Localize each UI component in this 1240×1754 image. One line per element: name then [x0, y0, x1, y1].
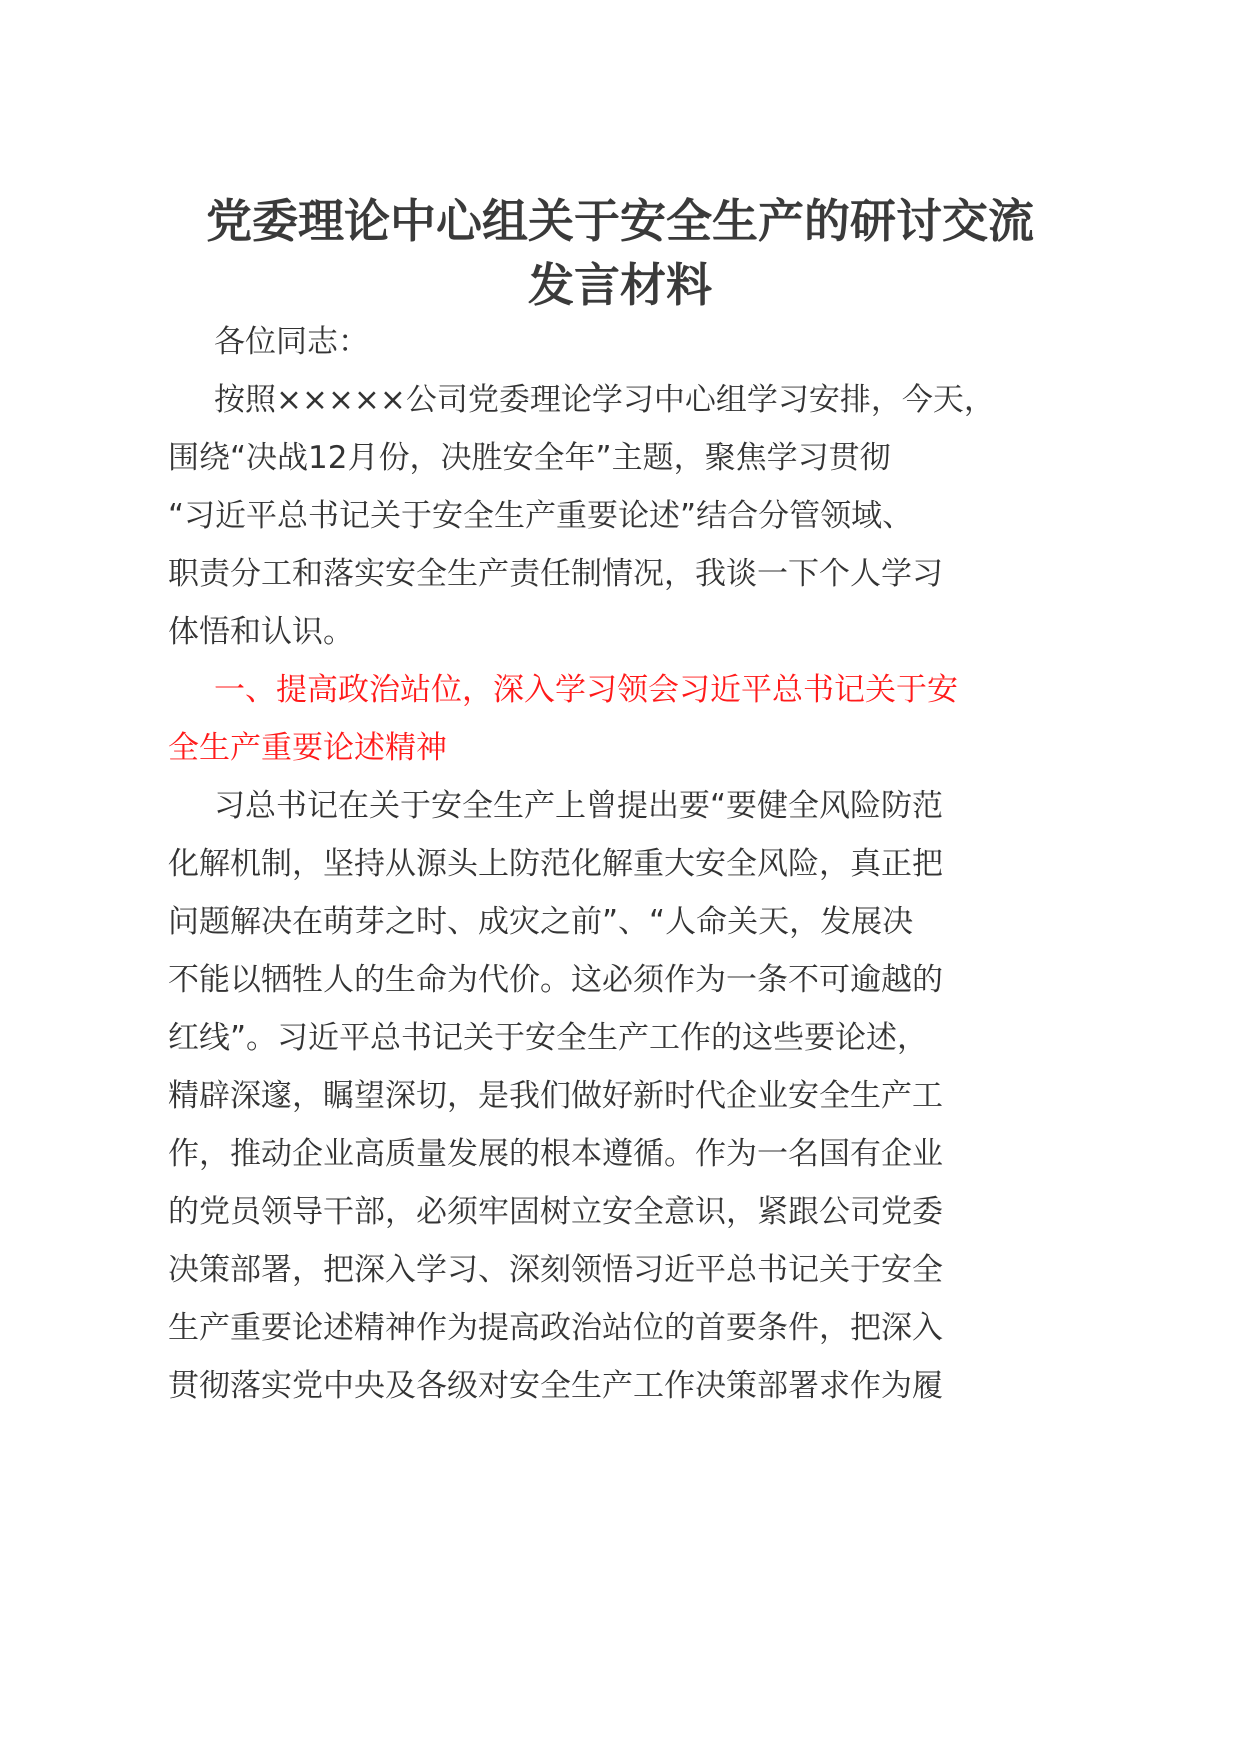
section-heading-line-2: 全生产重要论述精神: [168, 730, 447, 766]
body-line-11: 贯彻落实党中央及各级对安全生产工作决策部署求作为履: [168, 1368, 943, 1404]
body-line-1: 习总书记在关于安全生产上曾提出要“要健全风险防范: [214, 788, 944, 824]
body-line-4: 不能以牺牲人的生命为代价。这必须作为一条不可逾越的: [168, 962, 943, 998]
body-line-3: 问题解决在萌芽之时、成灾之前”、“人命关天，发展决: [168, 904, 914, 940]
intro-line-3: “习近平总书记关于安全生产重要论述”结合分管领域、: [168, 498, 914, 534]
body-line-5: 红线”。习近平总书记关于安全生产工作的这些要论述，: [168, 1020, 929, 1056]
body-line-2: 化解机制，坚持从源头上防范化解重大安全风险，真正把: [168, 846, 943, 882]
intro-line-4: 职责分工和落实安全生产责任制情况，我谈一下个人学习: [168, 556, 943, 592]
body-line-10: 生产重要论述精神作为提高政治站位的首要条件，把深入: [168, 1310, 943, 1346]
body-line-7: 作，推动企业高质量发展的根本遵循。作为一名国有企业: [168, 1136, 943, 1172]
intro-line-2: 围绕“决战12月份，决胜安全年”主题，聚焦学习贯彻: [168, 440, 891, 476]
intro-line-5: 体悟和认识。: [168, 614, 354, 650]
salutation: 各位同志：: [214, 324, 369, 360]
body-line-9: 决策部署，把深入学习、深刻领悟习近平总书记关于安全: [168, 1252, 943, 1288]
body-line-8: 的党员领导干部，必须牢固树立安全意识，紧跟公司党委: [168, 1194, 943, 1230]
body-line-6: 精辟深邃，瞩望深切，是我们做好新时代企业安全生产工: [168, 1078, 943, 1114]
intro-line-1: 按照×××××公司党委理论学习中心组学习安排，今天，: [214, 382, 995, 418]
document-title-line-1: 党委理论中心组关于安全生产的研讨交流: [206, 194, 1034, 248]
section-heading-line-1: 一、提高政治站位，深入学习领会习近平总书记关于安: [214, 672, 958, 708]
document-title-line-2: 发言材料: [528, 258, 712, 312]
